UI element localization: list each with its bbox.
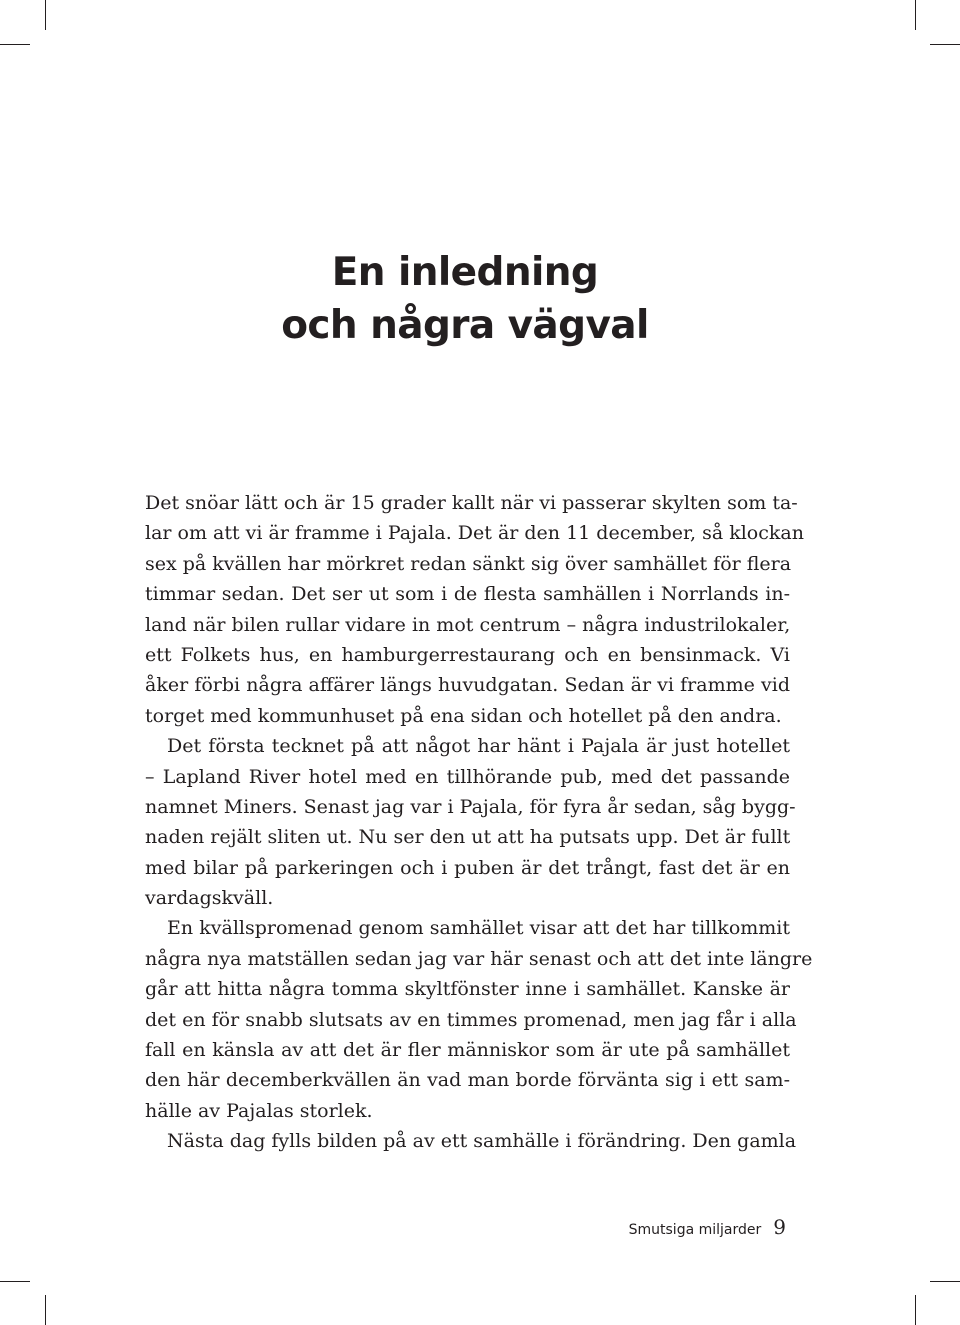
chapter-title [0,246,930,352]
crop-mark-top-left-horizontal [0,44,30,45]
text-line: åker förbi några affärer längs huvudgatan. Sedan är vi framme vid [145,674,790,697]
text-line: En kvällspromenad genom samhället visar att det har tillkommit [167,917,790,940]
text-line: några nya matställen sedan jag var här senast och att det inte längre [145,947,813,970]
text-line: det en för snabb slutsats av en timmes promenad, men jag får i alla [145,1008,797,1031]
text-line: vardagskväll. [145,887,274,910]
crop-mark-top-right-horizontal [930,44,960,45]
crop-mark-top-right-vertical [915,0,916,30]
text-line: med bilar på parkeringen och i puben är det trångt, fast det är en [145,856,790,879]
text-line: går att hitta några tomma skyltfönster inne i samhället. Kanske är [145,978,790,1001]
text-line: Nästa dag fylls bilden på av ett samhälle i förändring. Den gamla [167,1130,797,1153]
crop-mark-top-left-vertical [45,0,46,30]
text-line: Det första tecknet på att något har hänt i Pajala är just hotellet [167,735,790,758]
text-line: sex på kvällen har mörkret redan sänkt sig över samhället för flera [145,552,792,575]
text-line: ett Folkets hus, en hamburgerrestaurang och en bensinmack. Vi [145,643,790,666]
text-line: torget med kommunhuset på ena sidan och hotellet på den andra. [145,704,782,727]
text-line: – Lapland River hotel med en tillhörande pub, med det passande [145,765,790,788]
text-line: lar om att vi är framme i Pajala. Det är den 11 december, så klockan [145,522,804,545]
crop-mark-bottom-right-horizontal [930,1281,960,1282]
text-line: timmar sedan. Det ser ut som i de flesta samhällen i Norrlands in- [145,583,790,606]
text-line: den här decemberkvällen än vad man borde förvänta sig i ett sam- [145,1069,790,1092]
crop-mark-bottom-right-vertical [915,1295,916,1325]
text-line: hälle av Pajalas storlek. [145,1099,373,1122]
crop-mark-bottom-left-horizontal [0,1281,30,1282]
text-line: namnet Miners. Senast jag var i Pajala, för fyra år sedan, såg bygg- [145,795,796,818]
chapter-title-line-2: och några vägval [281,303,649,348]
chapter-body [145,488,813,1157]
text-line: Det snöar lätt och är 15 grader kallt när vi passerar skylten som ta- [145,492,798,514]
text-line: naden rejält sliten ut. Nu ser den ut att ha putsats upp. Det är fullt [145,826,791,849]
page-footer [629,1215,786,1239]
page-number: 9 [773,1215,786,1239]
crop-mark-bottom-left-vertical [45,1295,46,1325]
text-line: fall en känsla av att det är fler människor som är ute på samhället [145,1039,790,1062]
running-footer-title: Smutsiga miljarder [628,1222,762,1238]
chapter-title-line-1: En inledning [331,250,599,295]
text-line: land när bilen rullar vidare in mot centrum – några industrilokaler, [145,613,791,636]
